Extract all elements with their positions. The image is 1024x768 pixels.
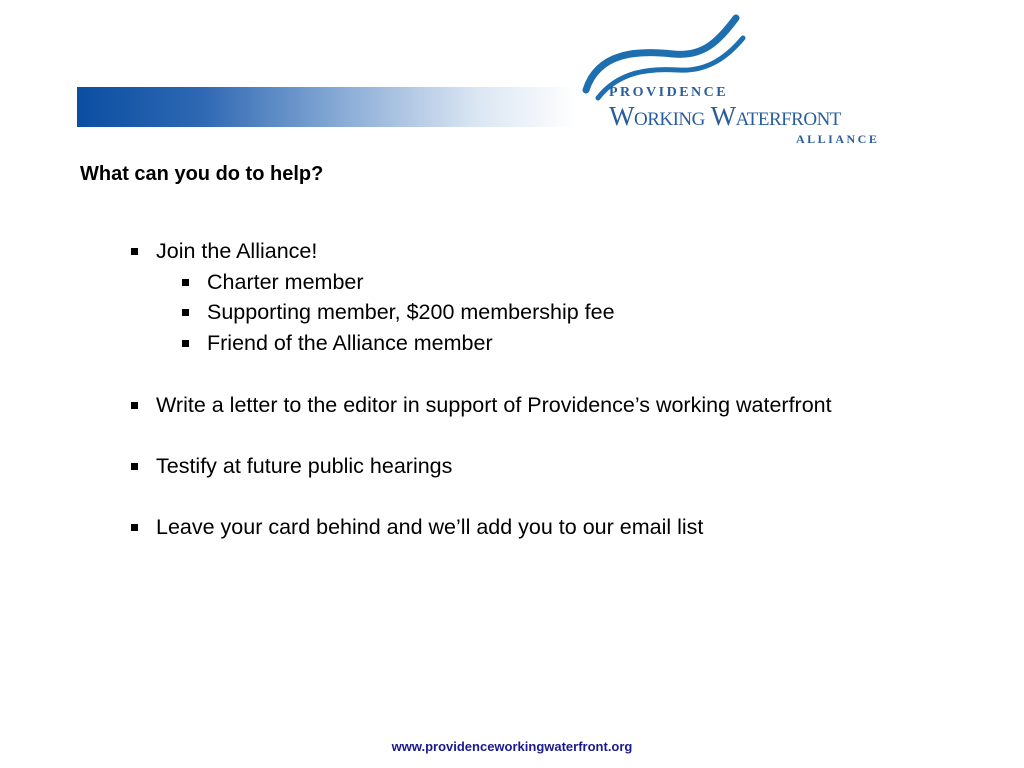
- logo-text-alliance: ALLIANCE: [796, 132, 880, 146]
- bullet-item-letter: [130, 390, 832, 421]
- spacer: [130, 420, 832, 451]
- square-bullet-icon: [182, 340, 189, 347]
- square-bullet-icon: [182, 309, 189, 316]
- bullet-item-card: [130, 512, 832, 543]
- footer-url[interactable]: www.providenceworkingwaterfront.org: [391, 739, 633, 754]
- bullet-text: Testify at future public hearings: [156, 453, 453, 478]
- bullet-list: [130, 236, 832, 543]
- slide-title: What can you do to help?: [80, 163, 324, 185]
- square-bullet-icon: [131, 402, 138, 409]
- sub-bullet-item-friend: [181, 328, 832, 359]
- square-bullet-icon: [182, 279, 189, 286]
- bullet-text: Charter member: [207, 269, 364, 294]
- sub-bullet-item-charter: [181, 267, 832, 298]
- bullet-text: Supporting member, $200 membership fee: [207, 300, 615, 325]
- bullet-text: Write a letter to the editor in support of Providence’s working waterfront: [156, 392, 832, 417]
- bullet-text: Leave your card behind and we’ll add you to our email list: [156, 515, 704, 540]
- bullet-item-testify: [130, 451, 832, 482]
- header-gradient-bar: [77, 87, 577, 127]
- square-bullet-icon: [131, 524, 138, 531]
- spacer: [130, 482, 832, 513]
- spacer: [130, 359, 832, 390]
- alliance-logo: [578, 12, 898, 152]
- bullet-text: Friend of the Alliance member: [207, 331, 493, 356]
- square-bullet-icon: [131, 248, 138, 255]
- bullet-item-join: [130, 236, 832, 267]
- sub-bullet-item-supporting: [181, 297, 832, 328]
- square-bullet-icon: [131, 463, 138, 470]
- logo-text-providence: PROVIDENCE: [609, 85, 729, 100]
- bullet-text: Join the Alliance!: [156, 239, 318, 263]
- logo-text-working-waterfront: Working Waterfront: [609, 101, 841, 131]
